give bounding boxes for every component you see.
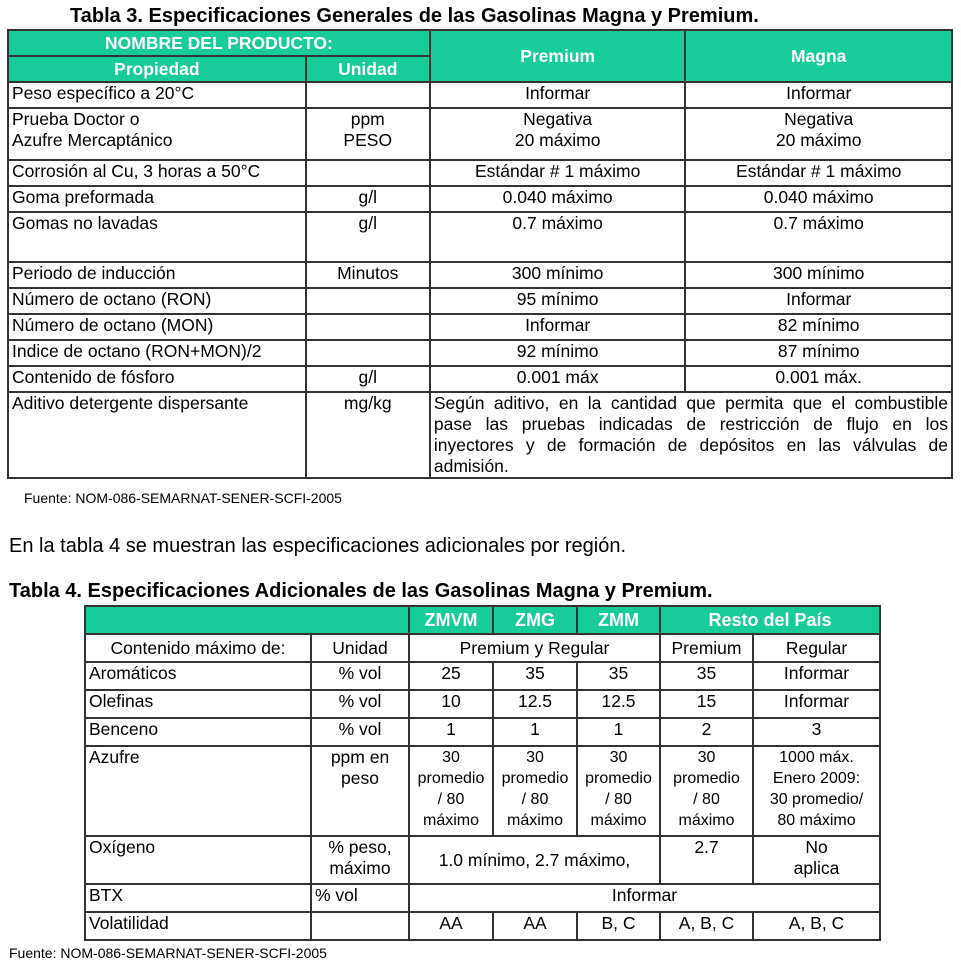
table-row xyxy=(8,186,952,212)
cell-magna: 87 mínimo xyxy=(685,340,952,366)
row-unit: % peso, máximo xyxy=(311,836,409,884)
row-unit: ppm en peso xyxy=(311,746,409,836)
region-zmvm: ZMVM xyxy=(409,606,493,634)
row-unit xyxy=(306,82,430,108)
table-row xyxy=(8,340,952,366)
cell-zmg: 1 xyxy=(493,718,577,746)
row-unit xyxy=(306,288,430,314)
row-unit: % vol xyxy=(311,884,409,912)
regular-header: Regular xyxy=(753,634,880,662)
cell-premium: Informar xyxy=(430,82,686,108)
cell-premium: 2.7 xyxy=(660,836,753,884)
row-label: Benceno xyxy=(85,718,311,746)
row-property: Prueba Doctor o Azufre Mercaptánico xyxy=(8,108,306,160)
table-row xyxy=(85,884,880,912)
cell-regular: Informar xyxy=(753,690,880,718)
cell-zmvm: 10 xyxy=(409,690,493,718)
table-row xyxy=(85,836,880,884)
cell-magna: 0.7 máximo xyxy=(685,212,952,262)
cell-magna: 82 mínimo xyxy=(685,314,952,340)
blank-header xyxy=(85,606,409,634)
table-row xyxy=(8,262,952,288)
row-unit: g/l xyxy=(306,186,430,212)
cell-premium: 95 mínimo xyxy=(430,288,686,314)
cell-zmg: 35 xyxy=(493,662,577,690)
cell-premium: 0.001 máx xyxy=(430,366,686,392)
cell-combined: Informar xyxy=(409,884,880,912)
row-property: Número de octano (MON) xyxy=(8,314,306,340)
row-property: Contenido de fósforo xyxy=(8,366,306,392)
cell-magna: Informar xyxy=(685,288,952,314)
cell-regular: 3 xyxy=(753,718,880,746)
property-header: Propiedad xyxy=(8,56,306,82)
row-unit: % vol xyxy=(311,718,409,746)
table-row xyxy=(85,746,880,836)
cell-magna: 0.001 máx. xyxy=(685,366,952,392)
table-row xyxy=(8,82,952,108)
row-label: Azufre xyxy=(85,746,311,836)
cell-regular: 1000 máx. Enero 2009: 30 promedio/ 80 máximo xyxy=(753,746,880,836)
cell-zmm: 12.5 xyxy=(577,690,660,718)
cell-magna: 300 mínimo xyxy=(685,262,952,288)
region-zmm: ZMM xyxy=(577,606,660,634)
cell-magna: Informar xyxy=(685,82,952,108)
intro-paragraph: En la tabla 4 se muestran las especificaciones adicionales por región. xyxy=(9,535,627,557)
product-name-header: NOMBRE DEL PRODUCTO: xyxy=(8,30,430,56)
cell-zmm: 30 promedio / 80 máximo xyxy=(577,746,660,836)
table4-title: Tabla 4. Especificaciones Adicionales de las Gasolinas Magna y Premium. xyxy=(9,580,713,602)
cell-zm-combined: 1.0 mínimo, 2.7 máximo, xyxy=(409,836,660,884)
row-label: Oxígeno xyxy=(85,836,311,884)
row-unit xyxy=(306,314,430,340)
row-property: Corrosión al Cu, 3 horas a 50°C xyxy=(8,160,306,186)
cell-premium: A, B, C xyxy=(660,912,753,940)
cell-combined-spec: Según aditivo, en la cantidad que permita que el combustible pase las pruebas indicadas de restricción de flujo en los inyectores y de formación de depósitos en las válvulas de admisión. xyxy=(430,392,952,478)
table-row xyxy=(85,662,880,690)
table-row xyxy=(85,690,880,718)
cell-magna: 0.040 máximo xyxy=(685,186,952,212)
row-property: Número de octano (RON) xyxy=(8,288,306,314)
cell-premium: 300 mínimo xyxy=(430,262,686,288)
table-row xyxy=(8,288,952,314)
cell-zmg: 12.5 xyxy=(493,690,577,718)
table3-source: Fuente: NOM-086-SEMARNAT-SENER-SCFI-2005 xyxy=(24,490,342,506)
row-property: Periodo de inducción xyxy=(8,262,306,288)
region-zmg: ZMG xyxy=(493,606,577,634)
cell-premium: 30 promedio / 80 máximo xyxy=(660,746,753,836)
row-label: Aromáticos xyxy=(85,662,311,690)
table4-source: Fuente: NOM-086-SEMARNAT-SENER-SCFI-2005 xyxy=(9,945,327,961)
row-unit xyxy=(306,160,430,186)
unit-header: Unidad xyxy=(306,56,430,82)
row-label: Olefinas xyxy=(85,690,311,718)
cell-zmm: 1 xyxy=(577,718,660,746)
cell-zmg: 30 promedio / 80 máximo xyxy=(493,746,577,836)
table-row xyxy=(8,392,952,478)
cell-zmm: B, C xyxy=(577,912,660,940)
table-row xyxy=(8,314,952,340)
row-property: Peso específico a 20°C xyxy=(8,82,306,108)
row-label: BTX xyxy=(85,884,311,912)
cell-premium: Informar xyxy=(430,314,686,340)
premium-header: Premium xyxy=(660,634,753,662)
table4 xyxy=(84,605,881,941)
row-property: Indice de octano (RON+MON)/2 xyxy=(8,340,306,366)
cell-premium: 2 xyxy=(660,718,753,746)
cell-premium: 0.7 máximo xyxy=(430,212,686,262)
premium-regular-header: Premium y Regular xyxy=(409,634,660,662)
row-unit: g/l xyxy=(306,212,430,262)
cell-zmg: AA xyxy=(493,912,577,940)
row-unit: % vol xyxy=(311,662,409,690)
cell-premium: 35 xyxy=(660,662,753,690)
row-unit xyxy=(311,912,409,940)
row-unit: ppm PESO xyxy=(306,108,430,160)
table-row xyxy=(8,160,952,186)
cell-premium: Estándar # 1 máximo xyxy=(430,160,686,186)
table-row xyxy=(85,718,880,746)
row-unit xyxy=(306,340,430,366)
cell-regular: A, B, C xyxy=(753,912,880,940)
unit-header: Unidad xyxy=(311,634,409,662)
cell-zmvm: 30 promedio / 80 máximo xyxy=(409,746,493,836)
row-property: Gomas no lavadas xyxy=(8,212,306,262)
table3-title: Tabla 3. Especificaciones Generales de las Gasolinas Magna y Premium. xyxy=(70,5,759,27)
row-unit: Minutos xyxy=(306,262,430,288)
cell-regular: No aplica xyxy=(753,836,880,884)
table-row xyxy=(85,912,880,940)
table-row xyxy=(8,212,952,262)
row-property: Aditivo detergente dispersante xyxy=(8,392,306,478)
premium-header: Premium xyxy=(430,30,686,82)
row-label: Volatilidad xyxy=(85,912,311,940)
row-unit: % vol xyxy=(311,690,409,718)
table-row xyxy=(8,108,952,160)
cell-regular: Informar xyxy=(753,662,880,690)
cell-premium: Negativa 20 máximo xyxy=(430,108,686,160)
table3 xyxy=(7,29,953,479)
cell-zmvm: AA xyxy=(409,912,493,940)
row-property: Goma preformada xyxy=(8,186,306,212)
cell-zmvm: 25 xyxy=(409,662,493,690)
cell-premium: 0.040 máximo xyxy=(430,186,686,212)
row-unit: g/l xyxy=(306,366,430,392)
cell-zmm: 35 xyxy=(577,662,660,690)
cell-premium: 15 xyxy=(660,690,753,718)
row-unit: mg/kg xyxy=(306,392,430,478)
content-header: Contenido máximo de: xyxy=(85,634,311,662)
table-row xyxy=(8,366,952,392)
cell-magna: Estándar # 1 máximo xyxy=(685,160,952,186)
cell-zmvm: 1 xyxy=(409,718,493,746)
cell-magna: Negativa 20 máximo xyxy=(685,108,952,160)
region-resto-del-pais: Resto del País xyxy=(660,606,880,634)
cell-premium: 92 mínimo xyxy=(430,340,686,366)
magna-header: Magna xyxy=(685,30,952,82)
